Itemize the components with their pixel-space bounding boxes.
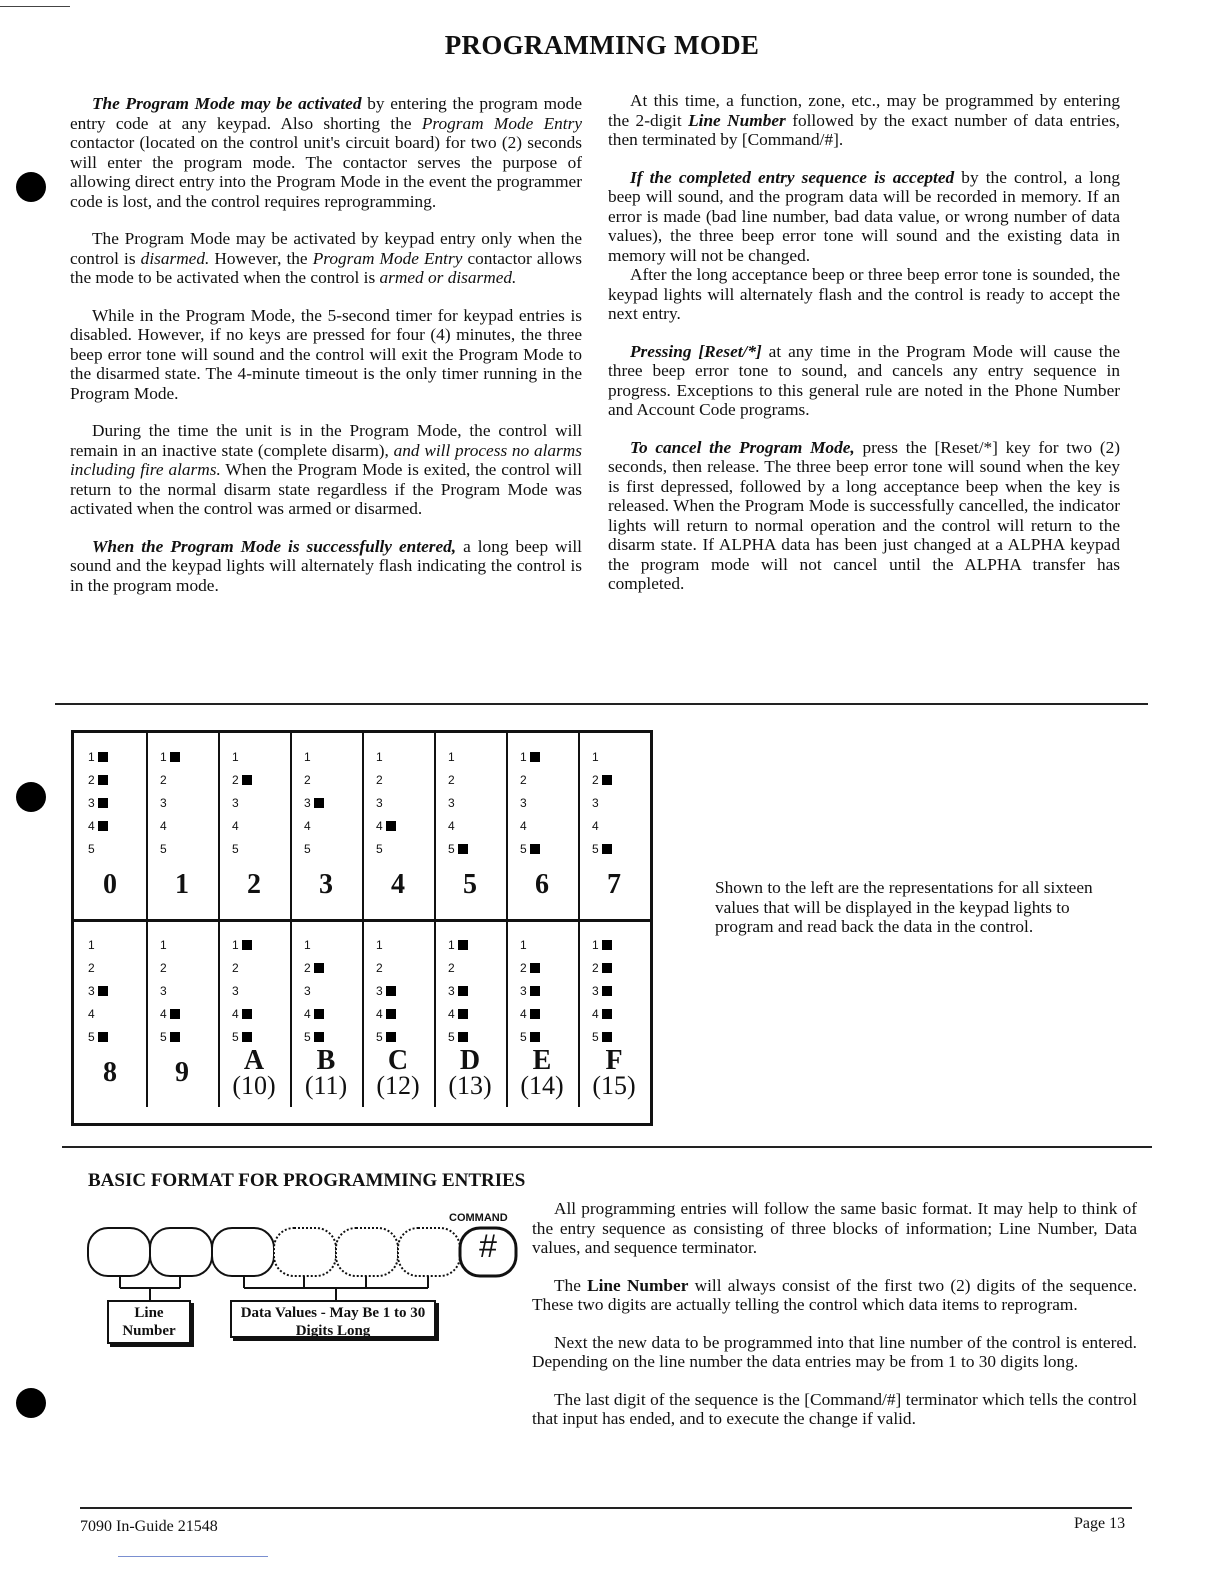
segment-light: 4 bbox=[304, 1002, 324, 1025]
format-text bbox=[532, 1199, 1137, 1429]
value-digit: 1 bbox=[175, 869, 189, 900]
footer-doc-id: 7090 In-Guide 21548 bbox=[80, 1518, 218, 1535]
segment-light: 4 bbox=[232, 818, 239, 833]
segment-light: 2 bbox=[88, 768, 108, 791]
lit-square-icon bbox=[602, 1009, 612, 1019]
segment-light: 4 bbox=[520, 818, 527, 833]
para-activation: The Program Mode may be activated by entering the program mode entry code at any keypad. Also shorting the Program Mode Entry contactor (located on the control unit's circuit board) for two (2) seconds will enter the program mode. The contactor serves the purpose of allowing direct entry into the Program Mode in the event the programmer code is lost, and the control requires reprogramming. bbox=[70, 94, 582, 211]
line-digit-box-1 bbox=[88, 1228, 150, 1276]
segment-light: 5 bbox=[232, 1025, 252, 1048]
segment-light: 2 bbox=[232, 960, 239, 975]
corner-rule bbox=[0, 6, 70, 7]
segment-light: 4 bbox=[448, 818, 455, 833]
segment-light: 1 bbox=[232, 933, 252, 956]
value-cell-1 bbox=[146, 733, 220, 919]
segment-light: 5 bbox=[448, 837, 468, 860]
lit-square-icon bbox=[314, 1009, 324, 1019]
segment-light: 5 bbox=[520, 837, 540, 860]
lit-square-icon bbox=[530, 1009, 540, 1019]
value-digit: 8 bbox=[103, 1057, 117, 1088]
value-decimal: (13) bbox=[448, 1071, 492, 1100]
segment-light: 2 bbox=[160, 960, 167, 975]
value-decimal: (14) bbox=[520, 1071, 564, 1100]
para-inactive: During the time the unit is in the Program Mode, the control will remain in an inactive state (complete disarm), and will process no alarms including fire alarms. When the Program Mode is exited, the control will return to the normal disarm state regardless if the Program Mode was activated when the control was armed or disarmed. bbox=[70, 421, 583, 518]
segment-light: 3 bbox=[592, 795, 599, 810]
value-cell-E bbox=[506, 921, 580, 1107]
segment-light: 5 bbox=[376, 841, 383, 856]
value-decimal: (11) bbox=[304, 1071, 348, 1100]
para-line-number-def: The Line Number will always consist of the first two (2) digits of the sequence. These two digits are actually telling the control which data items to reprogram. bbox=[532, 1275, 1138, 1314]
segment-light: 5 bbox=[160, 1025, 180, 1048]
format-heading: BASIC FORMAT FOR PROGRAMMING ENTRIES bbox=[88, 1170, 526, 1191]
segment-light: 1 bbox=[232, 749, 239, 764]
value-decimal: (12) bbox=[376, 1071, 420, 1100]
value-cell-6 bbox=[506, 733, 580, 919]
value-digit: 9 bbox=[175, 1057, 189, 1088]
segment-light: 5 bbox=[88, 1025, 108, 1048]
keypad-value-table bbox=[71, 730, 653, 1126]
lit-square-icon bbox=[602, 844, 612, 854]
lit-square-icon bbox=[602, 940, 612, 950]
lit-square-icon bbox=[386, 1009, 396, 1019]
lit-square-icon bbox=[242, 775, 252, 785]
segment-light: 4 bbox=[520, 1002, 540, 1025]
value-cell-F bbox=[578, 921, 650, 1107]
segment-light: 5 bbox=[592, 1025, 612, 1048]
segment-light: 4 bbox=[448, 1002, 468, 1025]
lit-square-icon bbox=[602, 986, 612, 996]
value-cell-0 bbox=[74, 733, 148, 919]
segment-light: 4 bbox=[592, 818, 599, 833]
right-column bbox=[608, 91, 1120, 594]
lit-square-icon bbox=[458, 844, 468, 854]
data-digit-box-1 bbox=[212, 1228, 274, 1276]
lit-square-icon bbox=[530, 986, 540, 996]
value-decimal: (15) bbox=[592, 1071, 636, 1100]
lit-square-icon bbox=[386, 1032, 396, 1042]
segment-light: 3 bbox=[376, 979, 396, 1002]
para-entered: When the Program Mode is successfully entered, a long beep will sound and the keypad lights will alternately flash indicating the control is in the program mode. bbox=[70, 536, 582, 595]
segment-light: 4 bbox=[376, 814, 396, 837]
value-digit: F bbox=[605, 1045, 623, 1076]
left-column bbox=[70, 94, 582, 595]
lit-square-icon bbox=[242, 1009, 252, 1019]
segment-light: 2 bbox=[376, 772, 383, 787]
lit-square-icon bbox=[530, 963, 540, 973]
lit-square-icon bbox=[458, 1032, 468, 1042]
lit-square-icon bbox=[458, 1009, 468, 1019]
segment-light: 2 bbox=[520, 956, 540, 979]
lit-square-icon bbox=[242, 940, 252, 950]
lit-square-icon bbox=[98, 986, 108, 996]
segment-light: 3 bbox=[88, 979, 108, 1002]
segment-light: 3 bbox=[304, 791, 324, 814]
lit-square-icon bbox=[314, 1032, 324, 1042]
lit-square-icon bbox=[602, 775, 612, 785]
hash-symbol: # bbox=[479, 1228, 497, 1264]
segment-light: 4 bbox=[88, 1006, 95, 1021]
segment-light: 4 bbox=[88, 814, 108, 837]
segment-light: 1 bbox=[448, 933, 468, 956]
segment-light: 2 bbox=[448, 772, 455, 787]
value-decimal: (10) bbox=[232, 1071, 276, 1100]
line-number-box: Line Number bbox=[107, 1300, 191, 1344]
segment-light: 3 bbox=[592, 979, 612, 1002]
para-line-number: At this time, a function, zone, etc., may be programmed by entering the 2-digit Line Number followed by the exact number of data entries, then terminated by [Command/#]. bbox=[608, 91, 1120, 149]
segment-light: 1 bbox=[88, 937, 95, 952]
para-timer: While in the Program Mode, the 5-second timer for keypad entries is disabled. However, if no keys are pressed for four (4) minutes, the three beep error tone will sound and the control will exit the Program Mode to the disarmed state. The 4-minute timeout is the only timer running in the Program Mode. bbox=[70, 305, 582, 403]
segment-light: 1 bbox=[448, 749, 455, 764]
value-cell-D bbox=[434, 921, 508, 1107]
segment-light: 2 bbox=[592, 956, 612, 979]
segment-light: 4 bbox=[376, 1002, 396, 1025]
value-cell-C bbox=[362, 921, 436, 1107]
segment-light: 3 bbox=[232, 795, 239, 810]
data-values-box: Data Values - May Be 1 to 30 Digits Long bbox=[230, 1300, 436, 1338]
segment-light: 4 bbox=[592, 1002, 612, 1025]
footer-page-number: Page 13 bbox=[1074, 1515, 1126, 1532]
segment-light: 1 bbox=[304, 937, 311, 952]
value-cell-9 bbox=[146, 921, 220, 1107]
segment-light: 5 bbox=[304, 1025, 324, 1048]
segment-light: 3 bbox=[448, 795, 455, 810]
segment-light: 3 bbox=[520, 979, 540, 1002]
value-digit: 4 bbox=[391, 869, 405, 900]
data-digit-box-2 bbox=[274, 1228, 336, 1276]
value-cell-4 bbox=[362, 733, 436, 919]
page-title: PROGRAMMING MODE bbox=[444, 30, 760, 60]
segment-light: 1 bbox=[592, 749, 599, 764]
segment-light: 2 bbox=[232, 768, 252, 791]
segment-light: 1 bbox=[520, 937, 527, 952]
segment-light: 5 bbox=[376, 1025, 396, 1048]
segment-light: 1 bbox=[88, 745, 108, 768]
value-cell-7 bbox=[578, 733, 650, 919]
lit-square-icon bbox=[98, 775, 108, 785]
segment-light: 5 bbox=[88, 841, 95, 856]
segment-light: 3 bbox=[376, 795, 383, 810]
value-cell-5 bbox=[434, 733, 508, 919]
segment-light: 4 bbox=[160, 1002, 180, 1025]
segment-light: 3 bbox=[160, 983, 167, 998]
lit-square-icon bbox=[530, 752, 540, 762]
segment-light: 3 bbox=[520, 795, 527, 810]
lit-square-icon bbox=[98, 752, 108, 762]
lit-square-icon bbox=[242, 1032, 252, 1042]
segment-light: 5 bbox=[448, 1025, 468, 1048]
segment-light: 1 bbox=[160, 745, 180, 768]
segment-light: 4 bbox=[160, 818, 167, 833]
segment-light: 2 bbox=[304, 956, 324, 979]
value-cell-A bbox=[218, 921, 292, 1107]
lit-square-icon bbox=[314, 963, 324, 973]
bottom-link-rule bbox=[118, 1556, 268, 1557]
value-cell-8 bbox=[74, 921, 148, 1107]
value-cell-B bbox=[290, 921, 364, 1107]
segment-light: 1 bbox=[520, 745, 540, 768]
segment-light: 5 bbox=[520, 1025, 540, 1048]
segment-light: 3 bbox=[448, 979, 468, 1002]
value-digit: E bbox=[532, 1045, 552, 1076]
segment-light: 1 bbox=[160, 937, 167, 952]
segment-light: 3 bbox=[160, 795, 167, 810]
punch-hole-2 bbox=[16, 782, 46, 812]
segment-light: 2 bbox=[592, 768, 612, 791]
segment-light: 4 bbox=[304, 818, 311, 833]
table-caption: Shown to the left are the representations for all sixteen values that will be displayed in the keypad lights to program and read back the data in the control. bbox=[715, 878, 1093, 936]
lit-square-icon bbox=[386, 986, 396, 996]
segment-light: 3 bbox=[88, 791, 108, 814]
segment-light: 3 bbox=[232, 983, 239, 998]
segment-light: 5 bbox=[304, 841, 311, 856]
para-cancel: To cancel the Program Mode, press the [Reset/*] key for two (2) seconds, then release. The three beep error tone will sound when the key is first depressed, followed by a long acceptance beep when the key is released. When the Program Mode is successfully cancelled, the indicator lights will return to normal operation and the control will return to the disarm state. If ALPHA data has been just changed at a ALPHA keypad the program mode will not cancel until the ALPHA transfer has completed. bbox=[608, 437, 1121, 593]
line-digit-box-2 bbox=[150, 1228, 212, 1276]
value-digit: 2 bbox=[247, 869, 261, 900]
para-disarmed: The Program Mode may be activated by keypad entry only when the control is disarmed. However, the Program Mode Entry contactor allows the mode to be activated when the control is armed or disarmed. bbox=[70, 229, 582, 287]
command-label: COMMAND bbox=[449, 1212, 508, 1224]
segment-light: 1 bbox=[376, 937, 383, 952]
value-digit: A bbox=[243, 1045, 265, 1076]
segment-light: 5 bbox=[232, 841, 239, 856]
segment-light: 5 bbox=[160, 841, 167, 856]
para-terminator: The last digit of the sequence is the [Command/#] terminator which tells the control that input has ended, and to execute the change if valid. bbox=[532, 1389, 1137, 1428]
value-digit: D bbox=[459, 1045, 481, 1076]
value-digit: 5 bbox=[463, 869, 477, 900]
value-cell-2 bbox=[218, 733, 292, 919]
data-digit-box-3 bbox=[336, 1228, 398, 1276]
segment-light: 2 bbox=[88, 960, 95, 975]
data-digit-box-4 bbox=[398, 1228, 460, 1276]
value-digit: 7 bbox=[607, 869, 621, 900]
segment-light: 4 bbox=[232, 1002, 252, 1025]
lit-square-icon bbox=[98, 821, 108, 831]
lit-square-icon bbox=[170, 1032, 180, 1042]
value-cell-3 bbox=[290, 733, 364, 919]
para-basic-format: All programming entries will follow the same basic format. It may help to think of the entry sequence as consisting of three blocks of information; Line Number, Data values, and sequence terminator. bbox=[532, 1199, 1137, 1257]
section-rule-2 bbox=[62, 1146, 1152, 1148]
lit-square-icon bbox=[602, 963, 612, 973]
footer-rule bbox=[80, 1507, 1132, 1509]
punch-hole-3 bbox=[16, 1388, 46, 1418]
punch-hole-1 bbox=[16, 172, 46, 202]
lit-square-icon bbox=[314, 798, 324, 808]
segment-light: 5 bbox=[592, 837, 612, 860]
lit-square-icon bbox=[170, 752, 180, 762]
value-digit: B bbox=[316, 1045, 336, 1076]
value-digit: 3 bbox=[319, 869, 333, 900]
lit-square-icon bbox=[458, 940, 468, 950]
value-digit: 6 bbox=[535, 869, 549, 900]
lit-square-icon bbox=[98, 798, 108, 808]
segment-light: 2 bbox=[376, 960, 383, 975]
para-after-beep: After the long acceptance beep or three beep error tone is sounded, the keypad lights will alternately flash and the control is ready to accept the next entry. bbox=[608, 265, 1120, 323]
para-accepted: If the completed entry sequence is accepted by the control, a long beep will sound, and the program data will be recorded in memory. If an error is made (bad line number, bad data value, or wrong number of data values), the three beep error tone will sound and the existing data in memory will not be changed. bbox=[608, 167, 1120, 265]
lit-square-icon bbox=[530, 1032, 540, 1042]
segment-light: 2 bbox=[304, 772, 311, 787]
lit-square-icon bbox=[98, 1032, 108, 1042]
value-digit: 0 bbox=[103, 869, 117, 900]
segment-light: 1 bbox=[304, 749, 311, 764]
para-data-entries: Next the new data to be programmed into that line number of the control is entered. Depending on the line number the data entries may be from 1 to 30 digits long. bbox=[532, 1332, 1137, 1371]
segment-light: 1 bbox=[592, 933, 612, 956]
segment-light: 3 bbox=[304, 983, 311, 998]
segment-light: 2 bbox=[520, 772, 527, 787]
segment-light: 2 bbox=[448, 960, 455, 975]
lit-square-icon bbox=[170, 1009, 180, 1019]
segment-light: 2 bbox=[160, 772, 167, 787]
para-reset: Pressing [Reset/*] at any time in the Program Mode will cause the three beep error tone to sound, and cancels any entry sequence in progress. Exceptions to this general rule are noted in the Phone Number and Account Code programs. bbox=[608, 341, 1120, 419]
lit-square-icon bbox=[458, 986, 468, 996]
lit-square-icon bbox=[530, 844, 540, 854]
segment-light: 1 bbox=[376, 749, 383, 764]
lit-square-icon bbox=[602, 1032, 612, 1042]
value-digit: C bbox=[387, 1045, 409, 1076]
section-rule-1 bbox=[55, 703, 1148, 705]
lit-square-icon bbox=[386, 821, 396, 831]
